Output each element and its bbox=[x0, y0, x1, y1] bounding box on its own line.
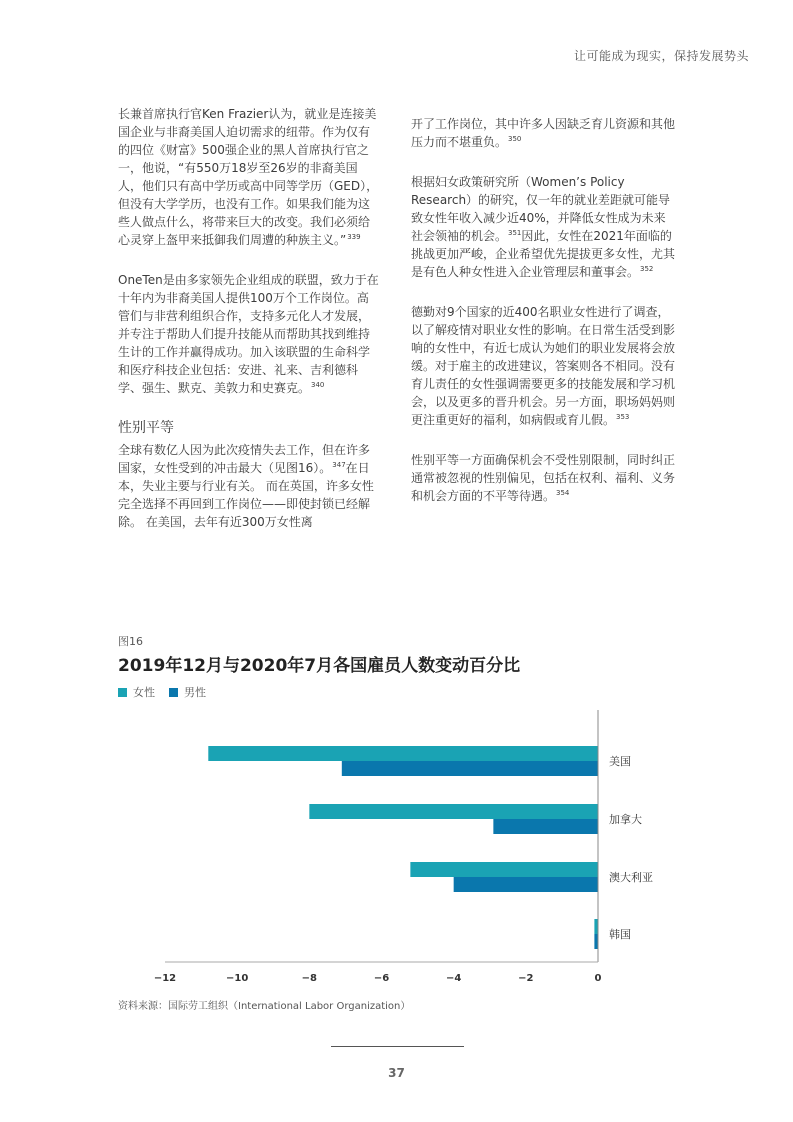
running-header: 让可能成为现实，保持发展势头 bbox=[573, 49, 749, 63]
category-label-3: 韩国 bbox=[609, 928, 631, 941]
x-tick-label-5: −2 bbox=[518, 973, 534, 984]
paragraph-continuation: 开了工作岗位，其中许多人因缺乏育儿资源和其他压力而不堪重负。$^{350}$ bbox=[411, 117, 676, 149]
employment-change-chart bbox=[110, 700, 670, 990]
legend-swatch-female bbox=[118, 688, 127, 697]
x-tick-label-6: 0 bbox=[594, 973, 602, 984]
figure-title: 2019年12月与2020年7月各国雇员人数变动百分比 bbox=[118, 656, 521, 676]
legend-swatch-male bbox=[169, 688, 178, 697]
x-tick-label-4: −4 bbox=[445, 973, 462, 984]
paragraph-equality: 性别平等一方面确保机会不受性别限制，同时纠正通常被忽视的性别偏见，包括在权利、福利、义务和机会方面的不平等待遇。$^{354}$ bbox=[411, 453, 676, 503]
legend-label-female: 女性 bbox=[133, 686, 155, 699]
category-label-1: 加拿大 bbox=[609, 813, 642, 826]
figure-label: 图16 bbox=[118, 635, 143, 648]
bar-female-2 bbox=[410, 862, 598, 877]
x-tick-label-2: −8 bbox=[301, 973, 318, 984]
footer-divider bbox=[331, 1046, 464, 1047]
x-tick-label-1: −10 bbox=[226, 973, 249, 984]
x-tick-label-0: −12 bbox=[153, 973, 177, 984]
page-number: 37 bbox=[388, 1066, 405, 1080]
x-tick-label-3: −6 bbox=[373, 973, 390, 984]
paragraph-gender: 全球有数亿人因为此次疫情失去工作，但在许多国家，女性受到的冲击最大（见图16）。$^{347}$在日本，失业主要与行业有关。 而在英国，许多女性完全选择不再回到工作岗位——即使封锁已经解除。 在美国，去年有近300万女性离 bbox=[118, 443, 374, 529]
bar-female-3 bbox=[594, 919, 598, 934]
bar-female-1 bbox=[309, 804, 598, 819]
legend-item-female bbox=[118, 684, 155, 700]
paragraph-frazier: 长兼首席执行官Ken Frazier认为，就业是连接美国企业与非裔美国人迫切需求的纽带。作为仅有的四位《财富》500强企业的黑人首席执行官之一，他说，“有550万18岁至26岁的非裔美国人，他们只有高中学历或高中同等学历（GED），但没有大学学历，也没有工作。如果我们能为这些人做点什么，将带来巨大的改变。我们必须给心灵穿上盔甲来抵御我们周遭的种族主义。”$^{339}$ bbox=[118, 107, 379, 247]
paragraph-deloitte: 德勤对9个国家的近400名职业女性进行了调查，以了解疫情对职业女性的影响。在日常生活受到影响的女性中，有近七成认为她们的职业发展将会放缓。对于雇主的改进建议，答案则各不相同。没有育儿责任的女性强调需要更多的技能发展和学习机会，以及更多的晋升机会。另一方面，职场妈妈则更注重更好的福利，如病假或育儿假。$^{353}$ bbox=[411, 305, 676, 427]
paragraph-oneten: OneTen是由多家领先企业组成的联盟，致力于在十年内为非裔美国人提供100万个工作岗位。高管们与非营利组织合作，支持多元化人才发展，并专注于帮助人们提升技能从而帮助其找到维持生计的工作并赢得成功。加入该联盟的生命科学和医疗科技企业包括：安进、礼来、吉利德科学、强生、默克、美敦力和史赛克。$^{340}$ bbox=[118, 273, 379, 395]
figure-source: 资料来源：国际劳工组织（International Labor Organization） bbox=[118, 1001, 411, 1012]
legend-label-male: 男性 bbox=[184, 686, 206, 699]
legend-item-male bbox=[169, 684, 206, 700]
bar-female-0 bbox=[208, 746, 598, 761]
left-column bbox=[118, 105, 380, 553]
chart-legend bbox=[118, 684, 220, 700]
bar-male-1 bbox=[493, 819, 598, 834]
right-column bbox=[411, 115, 676, 527]
category-label-0: 美国 bbox=[609, 755, 631, 768]
bar-male-3 bbox=[594, 934, 598, 949]
bar-male-2 bbox=[454, 877, 598, 892]
bar-male-0 bbox=[342, 761, 598, 776]
paragraph-research: 根据妇女政策研究所（Women’s Policy Research）的研究，仅一年的就业差距就可能导致女性年收入减少近40%，并降低女性成为未来社会领袖的机会。$^{351}$因此，女性在2021年面临的挑战更加严峻，企业希望优先提拔更多女性，尤其是有色人种女性进入企业管理层和董事会。$^{352}$ bbox=[411, 175, 676, 279]
category-label-2: 澳大利亚 bbox=[609, 871, 653, 884]
section-heading-gender-equality: 性别平等 bbox=[118, 420, 174, 436]
